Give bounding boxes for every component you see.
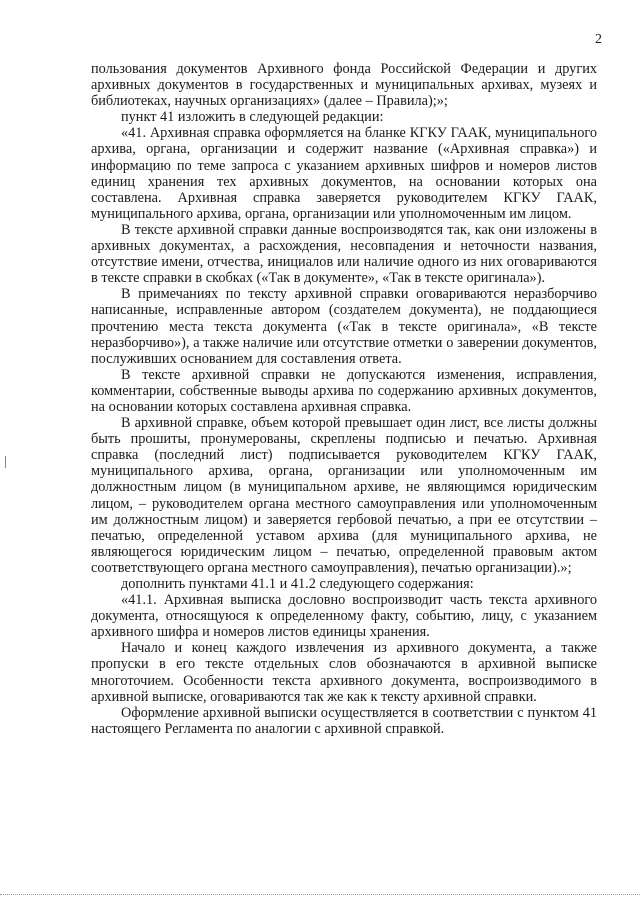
- paragraph: пользования документов Архивного фонда Российской Федерации и других архивных документов в государственных и муниципальных архивах, музеях и библиотеках, научных организациях» (далее – Правила);»;: [91, 61, 597, 110]
- paragraph: «41. Архивная справка оформляется на бланке КГКУ ГААК, муниципального архива, органа, организации и содержит название («Архивная справка») и информацию по теме запроса с указанием архивных шифров и номеров листов единиц хранения тех архивных документов, на основании которых она составлена. Архивная справка заверяется руководителем КГКУ ГААК, муниципального архива, органа, организации или уполномоченным им лицом.: [91, 125, 597, 222]
- paragraph: дополнить пунктами 41.1 и 41.2 следующего содержания:: [121, 576, 474, 592]
- paragraph: В тексте архивной справки не допускаются изменения, исправления, комментарии, собственные выводы архива по содержанию архивных документов, на основании которых составлена архивная справка.: [91, 366, 597, 415]
- paragraph: пункт 41 изложить в следующей редакции:: [121, 109, 384, 126]
- paragraph: Оформление архивной выписки осуществляется в соответствии с пунктом 41 настоящего Регламента по аналогии с архивной справкой.: [91, 704, 597, 737]
- paragraph: В архивной справке, объем которой превышает один лист, все листы должны быть прошиты, пронумерованы, скреплены подписью и печатью. Архивная справка (последний лист) подписывается руководителем КГКУ ГААК, муниципального архива, органа, организации или уполномоченным им должностным лицом (в муниципальном архиве, не являющимся юридическим лицом, – руководителем органа местного самоуправления или уполномоченным им должностным лицом) и заверяется гербовой печатью, а при ее отсутствии – печатью, определенной уставом архива (для муниципального архива, не являющегося юридическим лицом – печатью, определенной правовым актом соответствующего органа местного самоуправления), печатью организации).»;: [91, 415, 597, 576]
- paragraph: В примечаниях по тексту архивной справки оговариваются неразборчиво написанные, исправленные автором (создателем документа), не поддающиеся прочтению места текста документа («Так в тексте оригинала», «В тексте неразборчиво»), а также наличие или отсутствие отметки о заверении документов, послуживших основанием для составления ответа.: [91, 286, 597, 367]
- paragraph: Начало и конец каждого извлечения из архивного документа, а также пропуски в его тексте отдельных слов обозначаются в архивной выписке многоточием. Особенности текста архивного документа, воспроизводимого в архивной выписке, оговариваются так же как к тексту архивной справки.: [91, 640, 597, 705]
- bottom-rule: [0, 894, 640, 895]
- document-body: [91, 61, 597, 737]
- paragraph: В тексте архивной справки данные воспроизводятся так, как они изложены в архивных документах, а расхождения, несовпадения и неточности названия, отсутствие имени, отчества, инициалов или наличие одного из них оговариваются в тексте справки в скобках («Так в документе», «Так в тексте оригинала»).: [91, 221, 597, 287]
- paragraph: «41.1. Архивная выписка дословно воспроизводит часть текста архивного документа, относящуюся к определенному факту, событию, лицу, с указанием архивного шифра и номеров листов единицы хранения.: [91, 592, 597, 641]
- margin-mark: [5, 456, 8, 468]
- page-number: 2: [595, 32, 602, 47]
